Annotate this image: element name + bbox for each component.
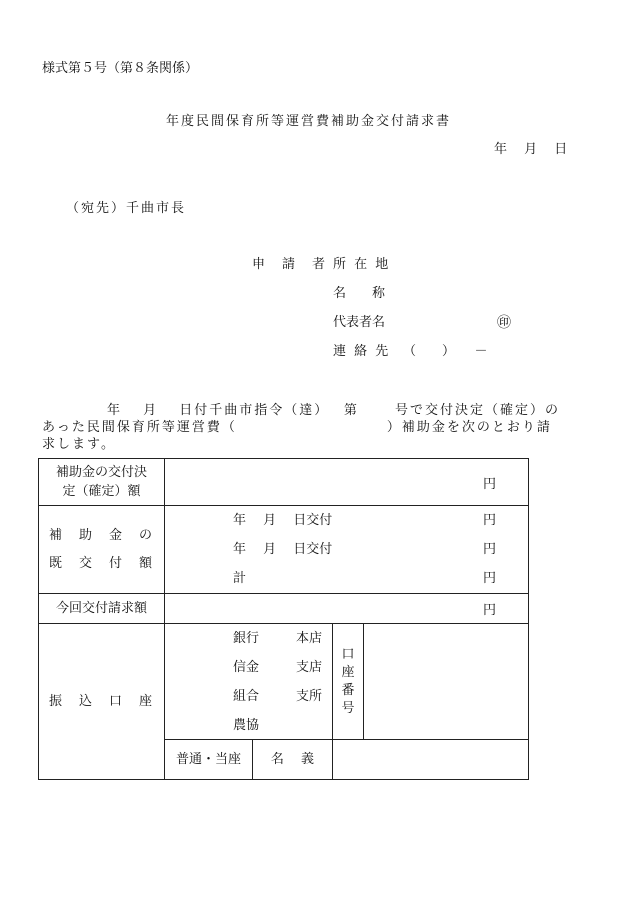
bank-type-3: 組合 [233,689,260,704]
bank-type-4: 農協 [233,718,260,733]
holder-name-cell[interactable] [333,740,529,780]
issued-yen-1: 円 [482,513,496,528]
account-number-cell[interactable] [364,624,529,740]
name-label: 名 称 [333,286,386,301]
issued-yen-2: 円 [482,542,496,557]
request-amount-label: 今回交付請求額 [39,594,165,624]
applicant-role: 申 請 者 [252,257,328,272]
already-issued-row [39,506,529,594]
phone-format: （ ） － [403,344,488,359]
decision-amount-cell: 円 [165,459,529,506]
request-amount-row [39,594,529,624]
bank-type-2: 信金 [233,660,260,675]
branch-type-2: 支店 [296,660,323,675]
decision-label-line-2: 定（確定）額 [62,484,141,499]
issued-date-2: 年 月 日交付 [233,542,333,557]
form-number: 様式第５号（第８条関係） [42,61,199,76]
body-line-2: あった民間保育所等運営費（ ）補助金を次のとおり請 [42,420,552,435]
address-label: 所 在 地 [333,257,391,272]
branch-type-3: 支所 [296,689,323,704]
already-issued-cell [165,506,529,594]
decision-label-line-1: 補助金の交付決 [55,465,147,480]
bank-type-1: 銀行 [233,631,260,646]
account-number-label: 口座番号 [341,646,355,716]
holder-label-cell: 名 義 [253,740,333,780]
body-line-3: 求します。 [42,437,116,452]
date-line: 年 月 日 [494,142,568,157]
account-number-label-cell [333,624,364,740]
body-line-1: 年 月 日付千曲市指令（達） 第 号で交付決定（確定）の [107,403,561,418]
phone-label: 連 絡 先 [333,344,391,359]
request-table [38,458,529,780]
decision-amount-label [39,459,165,506]
representative-label: 代表者名 [333,315,386,330]
already-label-line-1: 補 助 金 の [48,527,154,543]
document-title: 年度民間保育所等運営費補助金交付請求書 [166,114,452,129]
bank-row [39,624,529,740]
account-type-cell: 普通・当座 [165,740,253,780]
decision-amount-row [39,459,529,506]
already-issued-label [39,506,165,594]
request-amount-cell: 円 [165,594,529,624]
issued-total-label: 計 [233,571,247,586]
bank-cell [165,624,333,740]
issued-total-yen: 円 [482,571,496,586]
seal-mark: ㊞ [497,315,511,331]
addressee: （宛先）千曲市長 [66,201,187,216]
transfer-account-label: 振 込 口 座 [39,624,165,780]
branch-type-1: 本店 [296,631,323,646]
already-label-line-2: 既 交 付 額 [48,555,154,571]
issued-date-1: 年 月 日交付 [233,513,333,528]
